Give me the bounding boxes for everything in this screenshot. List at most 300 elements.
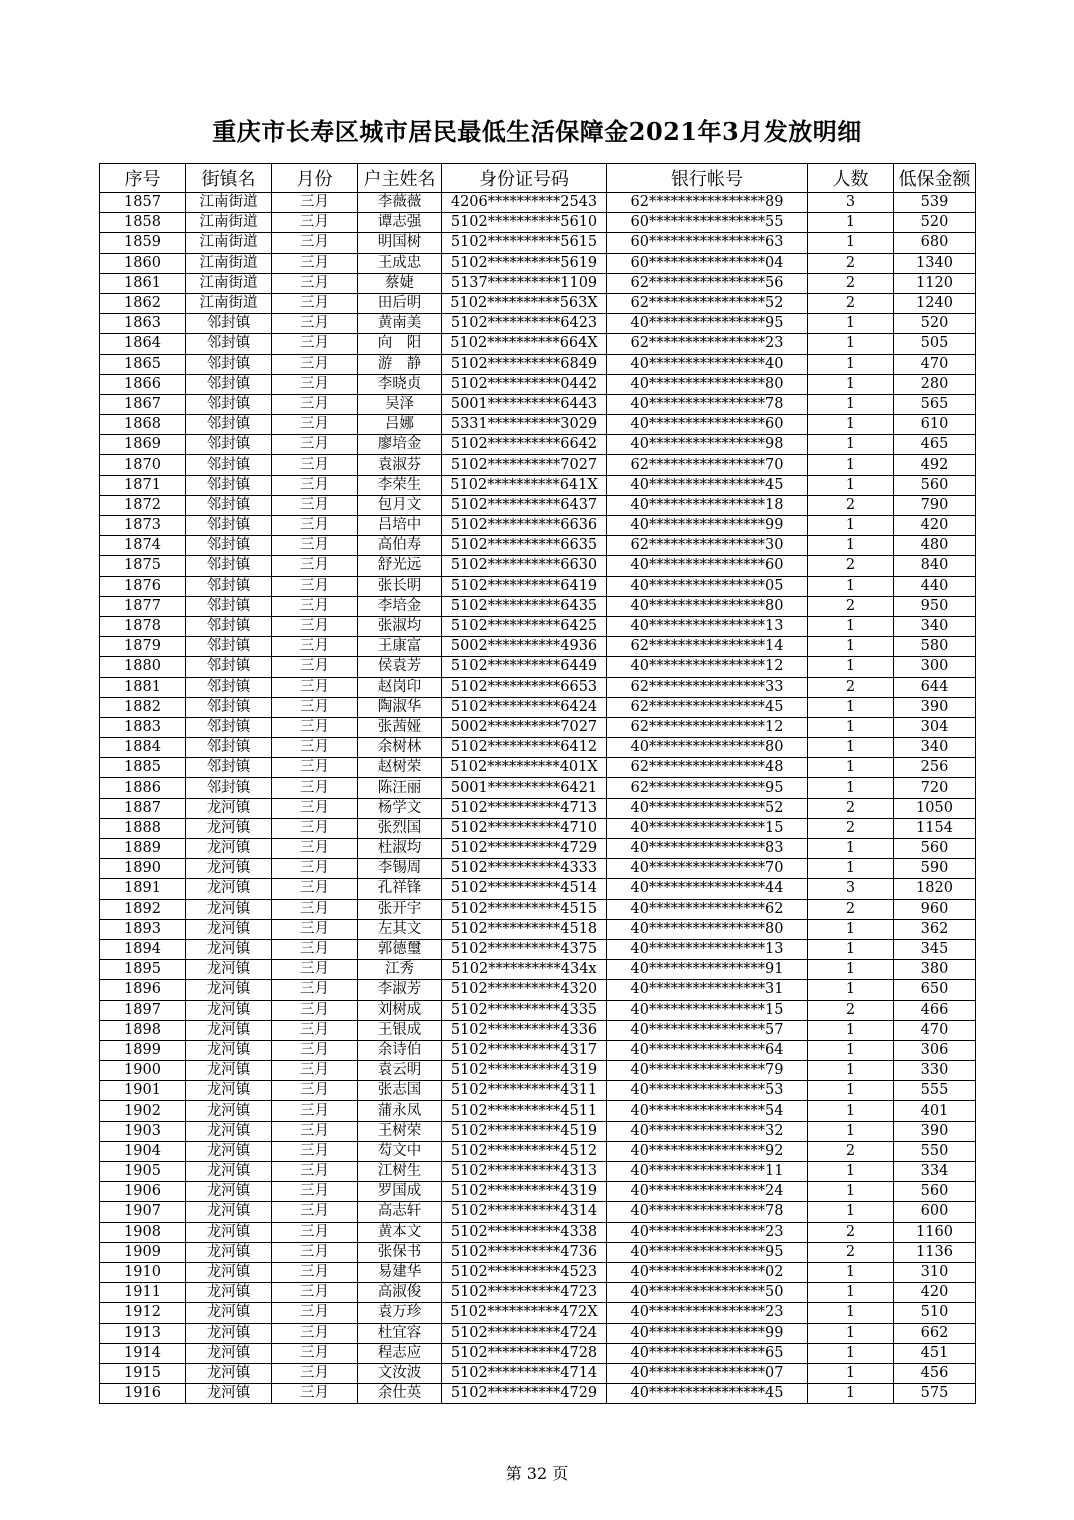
month-cell: 三月	[272, 1363, 358, 1383]
householder-cell: 张长明	[358, 576, 442, 596]
seq-cell: 1857	[100, 193, 186, 213]
table-row	[100, 354, 976, 374]
town-cell: 邻封镇	[186, 495, 272, 515]
table-row	[100, 1222, 976, 1242]
bank-account-cell: 40****************80	[607, 596, 808, 616]
householder-cell: 王树荣	[358, 1121, 442, 1141]
month-cell: 三月	[272, 475, 358, 495]
id-number-cell: 5102**********401X	[442, 758, 607, 778]
householder-cell: 江树生	[358, 1162, 442, 1182]
town-cell: 邻封镇	[186, 556, 272, 576]
persons-cell: 2	[808, 253, 894, 273]
seq-cell: 1908	[100, 1222, 186, 1242]
seq-cell: 1895	[100, 960, 186, 980]
bank-account-cell: 62****************52	[607, 293, 808, 313]
id-number-cell: 4206**********2543	[442, 193, 607, 213]
householder-cell: 游 静	[358, 354, 442, 374]
householder-cell: 袁淑芬	[358, 455, 442, 475]
table-row	[100, 415, 976, 435]
seq-cell: 1904	[100, 1141, 186, 1161]
id-number-cell: 5102**********4512	[442, 1141, 607, 1161]
householder-cell: 江秀	[358, 960, 442, 980]
bank-account-cell: 40****************78	[607, 394, 808, 414]
bank-account-cell: 40****************02	[607, 1262, 808, 1282]
householder-cell: 余诗伯	[358, 1040, 442, 1060]
town-cell: 龙河镇	[186, 1020, 272, 1040]
id-number-cell: 5102**********641X	[442, 475, 607, 495]
month-cell: 三月	[272, 1000, 358, 1020]
table-row	[100, 697, 976, 717]
householder-cell: 舒光远	[358, 556, 442, 576]
month-cell: 三月	[272, 1323, 358, 1343]
amount-cell: 390	[894, 1121, 976, 1141]
seq-cell: 1915	[100, 1363, 186, 1383]
table-row	[100, 1323, 976, 1343]
table-row	[100, 273, 976, 293]
id-number-cell: 5102**********6419	[442, 576, 607, 596]
table-row	[100, 516, 976, 536]
month-cell: 三月	[272, 738, 358, 758]
amount-cell: 300	[894, 657, 976, 677]
table-row	[100, 738, 976, 758]
seq-cell: 1905	[100, 1162, 186, 1182]
town-cell: 邻封镇	[186, 435, 272, 455]
id-number-cell: 5102**********6653	[442, 677, 607, 697]
table-row	[100, 657, 976, 677]
householder-cell: 高志轩	[358, 1202, 442, 1222]
table-row	[100, 1202, 976, 1222]
seq-cell: 1891	[100, 879, 186, 899]
month-cell: 三月	[272, 1081, 358, 1101]
month-cell: 三月	[272, 193, 358, 213]
town-cell: 龙河镇	[186, 1061, 272, 1081]
month-cell: 三月	[272, 1101, 358, 1121]
householder-cell: 吕培中	[358, 516, 442, 536]
householder-cell: 李晓贞	[358, 374, 442, 394]
id-number-cell: 5102**********4515	[442, 899, 607, 919]
town-cell: 邻封镇	[186, 677, 272, 697]
persons-cell: 2	[808, 1000, 894, 1020]
town-cell: 邻封镇	[186, 415, 272, 435]
table-row	[100, 637, 976, 657]
id-number-cell: 5102**********4519	[442, 1121, 607, 1141]
seq-cell: 1874	[100, 536, 186, 556]
table-row	[100, 1242, 976, 1262]
persons-cell: 1	[808, 839, 894, 859]
town-cell: 龙河镇	[186, 1242, 272, 1262]
amount-cell: 440	[894, 576, 976, 596]
persons-cell: 1	[808, 939, 894, 959]
householder-cell: 陈汪丽	[358, 778, 442, 798]
id-number-cell: 5102**********4514	[442, 879, 607, 899]
amount-cell: 539	[894, 193, 976, 213]
town-cell: 邻封镇	[186, 536, 272, 556]
householder-cell: 李薇薇	[358, 193, 442, 213]
month-cell: 三月	[272, 919, 358, 939]
persons-cell: 1	[808, 374, 894, 394]
id-number-cell: 5102**********6423	[442, 314, 607, 334]
householder-cell: 张保书	[358, 1242, 442, 1262]
amount-cell: 310	[894, 1262, 976, 1282]
householder-cell: 谭志强	[358, 213, 442, 233]
town-cell: 龙河镇	[186, 1323, 272, 1343]
seq-cell: 1871	[100, 475, 186, 495]
seq-cell: 1900	[100, 1061, 186, 1081]
town-cell: 龙河镇	[186, 1081, 272, 1101]
table-row	[100, 778, 976, 798]
seq-cell: 1914	[100, 1343, 186, 1363]
town-cell: 邻封镇	[186, 758, 272, 778]
seq-cell: 1916	[100, 1384, 186, 1404]
bank-account-cell: 40****************95	[607, 1242, 808, 1262]
seq-cell: 1889	[100, 839, 186, 859]
persons-cell: 1	[808, 697, 894, 717]
amount-cell: 575	[894, 1384, 976, 1404]
persons-cell: 1	[808, 1061, 894, 1081]
id-number-cell: 5102**********4319	[442, 1061, 607, 1081]
month-cell: 三月	[272, 758, 358, 778]
householder-cell: 侯袁芳	[358, 657, 442, 677]
month-cell: 三月	[272, 1202, 358, 1222]
town-cell: 邻封镇	[186, 738, 272, 758]
id-number-cell: 5102**********4338	[442, 1222, 607, 1242]
bank-account-cell: 60****************04	[607, 253, 808, 273]
id-number-cell: 5102**********4710	[442, 818, 607, 838]
id-number-cell: 5102**********563X	[442, 293, 607, 313]
town-cell: 龙河镇	[186, 1182, 272, 1202]
town-cell: 江南街道	[186, 273, 272, 293]
table-row	[100, 374, 976, 394]
bank-account-cell: 40****************15	[607, 818, 808, 838]
town-cell: 龙河镇	[186, 1222, 272, 1242]
amount-cell: 480	[894, 536, 976, 556]
table-row	[100, 717, 976, 737]
month-cell: 三月	[272, 657, 358, 677]
householder-cell: 王成忠	[358, 253, 442, 273]
bank-account-cell: 40****************70	[607, 859, 808, 879]
householder-cell: 刘树成	[358, 1000, 442, 1020]
month-cell: 三月	[272, 697, 358, 717]
id-number-cell: 5102**********4336	[442, 1020, 607, 1040]
amount-cell: 1120	[894, 273, 976, 293]
table-row	[100, 475, 976, 495]
householder-cell: 蔡婕	[358, 273, 442, 293]
seq-cell: 1861	[100, 273, 186, 293]
town-cell: 江南街道	[186, 233, 272, 253]
bank-account-cell: 40****************79	[607, 1061, 808, 1081]
householder-cell: 易建华	[358, 1262, 442, 1282]
town-cell: 龙河镇	[186, 1202, 272, 1222]
persons-cell: 1	[808, 637, 894, 657]
seq-cell: 1906	[100, 1182, 186, 1202]
bank-account-cell: 62****************23	[607, 334, 808, 354]
table-row	[100, 939, 976, 959]
householder-cell: 张烈国	[358, 818, 442, 838]
bank-account-cell: 62****************12	[607, 717, 808, 737]
bank-account-cell: 40****************07	[607, 1363, 808, 1383]
bank-account-cell: 62****************33	[607, 677, 808, 697]
table-row	[100, 394, 976, 414]
col-header-month: 月份	[272, 164, 358, 193]
householder-cell: 李培金	[358, 596, 442, 616]
persons-cell: 1	[808, 758, 894, 778]
town-cell: 邻封镇	[186, 637, 272, 657]
month-cell: 三月	[272, 1040, 358, 1060]
householder-cell: 黄本文	[358, 1222, 442, 1242]
month-cell: 三月	[272, 1343, 358, 1363]
persons-cell: 3	[808, 879, 894, 899]
persons-cell: 1	[808, 778, 894, 798]
householder-cell: 吴泽	[358, 394, 442, 414]
id-number-cell: 5102**********6412	[442, 738, 607, 758]
table-row	[100, 293, 976, 313]
table-row	[100, 334, 976, 354]
persons-cell: 1	[808, 1040, 894, 1060]
persons-cell: 3	[808, 193, 894, 213]
bank-account-cell: 40****************57	[607, 1020, 808, 1040]
bank-account-cell: 40****************78	[607, 1202, 808, 1222]
town-cell: 邻封镇	[186, 657, 272, 677]
bank-account-cell: 40****************40	[607, 354, 808, 374]
amount-cell: 1820	[894, 879, 976, 899]
table-row	[100, 536, 976, 556]
page-title: 重庆市长寿区城市居民最低生活保障金2021年3月发放明细	[212, 117, 862, 146]
bank-account-cell: 40****************65	[607, 1343, 808, 1363]
id-number-cell: 5001**********6421	[442, 778, 607, 798]
table-row	[100, 1020, 976, 1040]
persons-cell: 1	[808, 455, 894, 475]
persons-cell: 1	[808, 1262, 894, 1282]
bank-account-cell: 40****************91	[607, 960, 808, 980]
id-number-cell: 5102**********6449	[442, 657, 607, 677]
table-row	[100, 233, 976, 253]
town-cell: 龙河镇	[186, 960, 272, 980]
allowance-table	[99, 163, 976, 1404]
persons-cell: 1	[808, 960, 894, 980]
bank-account-cell: 40****************18	[607, 495, 808, 515]
table-row	[100, 960, 976, 980]
bank-account-cell: 40****************13	[607, 939, 808, 959]
seq-cell: 1912	[100, 1303, 186, 1323]
town-cell: 邻封镇	[186, 778, 272, 798]
amount-cell: 590	[894, 859, 976, 879]
id-number-cell: 5102**********6424	[442, 697, 607, 717]
id-number-cell: 5102**********5610	[442, 213, 607, 233]
householder-cell: 程志应	[358, 1343, 442, 1363]
persons-cell: 1	[808, 233, 894, 253]
bank-account-cell: 40****************80	[607, 374, 808, 394]
month-cell: 三月	[272, 354, 358, 374]
id-number-cell: 5137**********1109	[442, 273, 607, 293]
table-row	[100, 899, 976, 919]
id-number-cell: 5102**********4714	[442, 1363, 607, 1383]
town-cell: 龙河镇	[186, 939, 272, 959]
amount-cell: 334	[894, 1162, 976, 1182]
householder-cell: 李锡周	[358, 859, 442, 879]
householder-cell: 李荣生	[358, 475, 442, 495]
persons-cell: 2	[808, 899, 894, 919]
seq-cell: 1867	[100, 394, 186, 414]
table-row	[100, 616, 976, 636]
householder-cell: 郭德璽	[358, 939, 442, 959]
householder-cell: 余仕英	[358, 1384, 442, 1404]
town-cell: 龙河镇	[186, 879, 272, 899]
seq-cell: 1901	[100, 1081, 186, 1101]
amount-cell: 390	[894, 697, 976, 717]
table-row	[100, 818, 976, 838]
id-number-cell: 5002**********4936	[442, 637, 607, 657]
bank-account-cell: 62****************95	[607, 778, 808, 798]
persons-cell: 1	[808, 717, 894, 737]
table-row	[100, 1121, 976, 1141]
month-cell: 三月	[272, 374, 358, 394]
amount-cell: 840	[894, 556, 976, 576]
householder-cell: 李淑芳	[358, 980, 442, 1000]
col-header-bank-account: 银行帐号	[607, 164, 808, 193]
persons-cell: 1	[808, 1343, 894, 1363]
householder-cell: 向 阳	[358, 334, 442, 354]
id-number-cell: 5102**********4736	[442, 1242, 607, 1262]
month-cell: 三月	[272, 576, 358, 596]
bank-account-cell: 40****************05	[607, 576, 808, 596]
id-number-cell: 5102**********5619	[442, 253, 607, 273]
amount-cell: 950	[894, 596, 976, 616]
table-row	[100, 495, 976, 515]
amount-cell: 465	[894, 435, 976, 455]
persons-cell: 1	[808, 1384, 894, 1404]
amount-cell: 492	[894, 455, 976, 475]
persons-cell: 1	[808, 435, 894, 455]
amount-cell: 340	[894, 738, 976, 758]
seq-cell: 1875	[100, 556, 186, 576]
householder-cell: 杜宜容	[358, 1323, 442, 1343]
bank-account-cell: 40****************32	[607, 1121, 808, 1141]
table-row	[100, 1040, 976, 1060]
month-cell: 三月	[272, 1020, 358, 1040]
id-number-cell: 5102**********6437	[442, 495, 607, 515]
householder-cell: 袁万珍	[358, 1303, 442, 1323]
town-cell: 邻封镇	[186, 475, 272, 495]
month-cell: 三月	[272, 1162, 358, 1182]
town-cell: 邻封镇	[186, 354, 272, 374]
col-header-householder: 户主姓名	[358, 164, 442, 193]
table-row	[100, 253, 976, 273]
amount-cell: 470	[894, 1020, 976, 1040]
id-number-cell: 5002**********7027	[442, 717, 607, 737]
persons-cell: 1	[808, 415, 894, 435]
persons-cell: 1	[808, 1323, 894, 1343]
persons-cell: 1	[808, 1363, 894, 1383]
id-number-cell: 5102**********4375	[442, 939, 607, 959]
town-cell: 邻封镇	[186, 516, 272, 536]
amount-cell: 555	[894, 1081, 976, 1101]
seq-cell: 1877	[100, 596, 186, 616]
town-cell: 龙河镇	[186, 1040, 272, 1060]
col-header-persons: 人数	[808, 164, 894, 193]
persons-cell: 2	[808, 1141, 894, 1161]
householder-cell: 袁云明	[358, 1061, 442, 1081]
seq-cell: 1869	[100, 435, 186, 455]
town-cell: 江南街道	[186, 293, 272, 313]
amount-cell: 362	[894, 919, 976, 939]
town-cell: 邻封镇	[186, 596, 272, 616]
householder-cell: 廖培金	[358, 435, 442, 455]
month-cell: 三月	[272, 1283, 358, 1303]
householder-cell: 高伯寿	[358, 536, 442, 556]
id-number-cell: 5102**********4335	[442, 1000, 607, 1020]
bank-account-cell: 40****************45	[607, 475, 808, 495]
persons-cell: 1	[808, 394, 894, 414]
month-cell: 三月	[272, 213, 358, 233]
page-number: 第 32 页	[505, 1464, 569, 1483]
month-cell: 三月	[272, 778, 358, 798]
town-cell: 龙河镇	[186, 980, 272, 1000]
table-row	[100, 1343, 976, 1363]
month-cell: 三月	[272, 677, 358, 697]
seq-cell: 1885	[100, 758, 186, 778]
town-cell: 邻封镇	[186, 334, 272, 354]
seq-cell: 1903	[100, 1121, 186, 1141]
householder-cell: 高淑俊	[358, 1283, 442, 1303]
bank-account-cell: 40****************95	[607, 314, 808, 334]
amount-cell: 600	[894, 1202, 976, 1222]
amount-cell: 1340	[894, 253, 976, 273]
id-number-cell: 5102**********472X	[442, 1303, 607, 1323]
bank-account-cell: 40****************50	[607, 1283, 808, 1303]
bank-account-cell: 62****************89	[607, 193, 808, 213]
bank-account-cell: 40****************13	[607, 616, 808, 636]
month-cell: 三月	[272, 899, 358, 919]
table-row	[100, 839, 976, 859]
persons-cell: 1	[808, 314, 894, 334]
table-row	[100, 879, 976, 899]
town-cell: 龙河镇	[186, 1343, 272, 1363]
amount-cell: 340	[894, 616, 976, 636]
bank-account-cell: 40****************24	[607, 1182, 808, 1202]
amount-cell: 380	[894, 960, 976, 980]
month-cell: 三月	[272, 1242, 358, 1262]
bank-account-cell: 40****************92	[607, 1141, 808, 1161]
seq-cell: 1907	[100, 1202, 186, 1222]
householder-cell: 张开宇	[358, 899, 442, 919]
month-cell: 三月	[272, 536, 358, 556]
table-row	[100, 213, 976, 233]
amount-cell: 560	[894, 839, 976, 859]
id-number-cell: 5102**********4724	[442, 1323, 607, 1343]
persons-cell: 1	[808, 1202, 894, 1222]
amount-cell: 451	[894, 1343, 976, 1363]
persons-cell: 2	[808, 818, 894, 838]
persons-cell: 2	[808, 1222, 894, 1242]
id-number-cell: 5102**********6435	[442, 596, 607, 616]
amount-cell: 1160	[894, 1222, 976, 1242]
town-cell: 龙河镇	[186, 1121, 272, 1141]
month-cell: 三月	[272, 293, 358, 313]
amount-cell: 610	[894, 415, 976, 435]
bank-account-cell: 40****************54	[607, 1101, 808, 1121]
id-number-cell: 5331**********3029	[442, 415, 607, 435]
month-cell: 三月	[272, 596, 358, 616]
amount-cell: 550	[894, 1141, 976, 1161]
seq-cell: 1886	[100, 778, 186, 798]
month-cell: 三月	[272, 859, 358, 879]
bank-account-cell: 40****************80	[607, 919, 808, 939]
persons-cell: 1	[808, 738, 894, 758]
persons-cell: 1	[808, 1081, 894, 1101]
bank-account-cell: 40****************52	[607, 798, 808, 818]
persons-cell: 1	[808, 1020, 894, 1040]
id-number-cell: 5102**********4314	[442, 1202, 607, 1222]
